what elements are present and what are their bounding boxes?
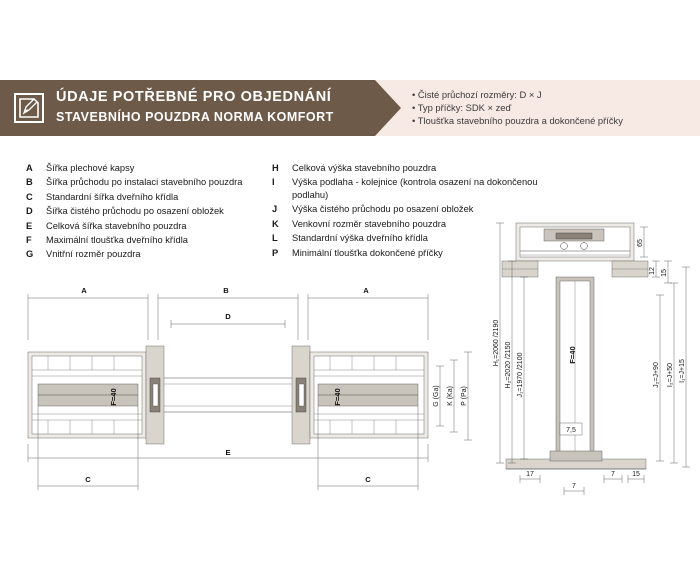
legend-key: L	[272, 233, 278, 244]
header-bullet-list	[412, 89, 623, 127]
legend-label: Celková výška stavebního pouzdra	[292, 163, 437, 173]
label-F-section: F=40	[568, 346, 577, 364]
legend-item	[26, 162, 286, 175]
legend-item	[272, 176, 542, 201]
legend-label: Standardní výška dveřního křídla	[292, 233, 428, 244]
legend-label: Šířka průchodu po instalaci stavebního pouzdra	[46, 177, 243, 188]
legend-key: E	[26, 220, 33, 231]
document-pen-icon	[14, 93, 44, 123]
dim-15: 15	[661, 269, 668, 277]
dim-7b: 7	[611, 471, 615, 478]
legend-key: A	[26, 163, 33, 173]
dim-J2: J₂=J+90	[653, 362, 660, 388]
section-lintel	[502, 261, 648, 277]
legend-key: H	[272, 163, 279, 173]
section-head-assembly	[516, 223, 634, 261]
header-arrow-point	[375, 80, 401, 136]
dim-label-A-left: A	[81, 286, 87, 295]
legend-label: Minimální tloušťka dokončené příčky	[292, 247, 443, 258]
dim-15b: 15	[632, 471, 640, 478]
legend-key: F	[26, 234, 32, 245]
plan-right-jamb	[292, 346, 310, 444]
dim-label-D: D	[225, 312, 231, 321]
dim-H2: H₂=2020 /2150	[505, 341, 512, 389]
dim-J1: J₁=1970 /2100	[517, 352, 524, 398]
legend-key: C	[26, 191, 33, 202]
dim-12: 12	[649, 267, 656, 275]
technical-drawings	[0, 200, 700, 525]
dim-label-C-right: C	[365, 475, 371, 484]
vertical-section-view	[492, 205, 692, 510]
legend-key: P	[272, 247, 279, 258]
plan-right-pocket	[310, 352, 428, 438]
legend-label: Maximální tloušťka dveřního křídla	[46, 234, 188, 245]
legend-label: Standardní šířka dveřního křídla	[46, 191, 179, 202]
dim-17: 17	[526, 471, 534, 478]
label-K: K (Ka)	[447, 386, 454, 406]
label-G: G (Ga)	[433, 385, 440, 407]
legend-key: G	[26, 249, 34, 260]
dim-label-E: E	[225, 448, 231, 457]
plan-left-pocket	[28, 352, 146, 438]
dim-65: 65	[637, 239, 644, 247]
legend-key: I	[272, 177, 275, 188]
header-bullet-item: • Typ příčky: SDK × zeď	[412, 101, 512, 113]
legend-key: J	[272, 204, 278, 215]
plan-left-jamb	[146, 346, 164, 444]
legend-label: Výška podlaha - kolejnice (kontrola osazení na dokončenou podlahu)	[292, 177, 538, 200]
legend-key: B	[26, 177, 33, 188]
legend-key: D	[26, 206, 33, 217]
legend-key: K	[272, 218, 279, 229]
legend-label: Šířka plechové kapsy	[46, 163, 135, 173]
dim-I2: I₂=J+50	[667, 362, 674, 388]
page-subtitle: STAVEBNÍHO POUZDRA NORMA KOMFORT	[56, 110, 334, 124]
plan-view-horizontal-section	[8, 280, 488, 570]
legend-item	[272, 162, 572, 175]
section-floor	[506, 451, 646, 469]
label-P: P (Pa)	[461, 386, 468, 406]
legend-label: Šířka čistého průchodu po osazení obložek	[46, 206, 224, 217]
dim-label-B: B	[223, 286, 229, 295]
dim-7a: 7	[572, 483, 576, 490]
legend-label: Venkovní rozměr stavebního pouzdra	[292, 218, 447, 229]
dim-H1: H₁=2060 /2190	[493, 319, 500, 367]
dim-I1: I₁=J+15	[679, 359, 686, 383]
header-bullet-item: • Tloušťka stavebního pouzdra a dokončené příčky	[412, 114, 623, 126]
label-F-left: F=40	[109, 388, 118, 406]
header-bullet-item: • Čisté průchozí rozměry: D × J	[412, 89, 542, 100]
legend-label: Výška čistého průchodu po osazení obložek	[292, 204, 474, 215]
legend-label: Celková šířka stavebního pouzdra	[46, 220, 187, 231]
dim-label-A-right: A	[363, 286, 369, 295]
legend-label: Vnitřní rozměr pouzdra	[46, 249, 141, 260]
label-F-right: F=40	[333, 388, 342, 406]
header-banner	[0, 80, 700, 136]
dim-label-C-left: C	[85, 475, 91, 484]
legend-item	[26, 176, 286, 189]
page-title: ÚDAJE POTŘEBNÉ PRO OBJEDNÁNÍ	[56, 89, 332, 105]
plan-center-opening	[164, 378, 292, 412]
dim-7-5: 7,5	[566, 427, 576, 434]
